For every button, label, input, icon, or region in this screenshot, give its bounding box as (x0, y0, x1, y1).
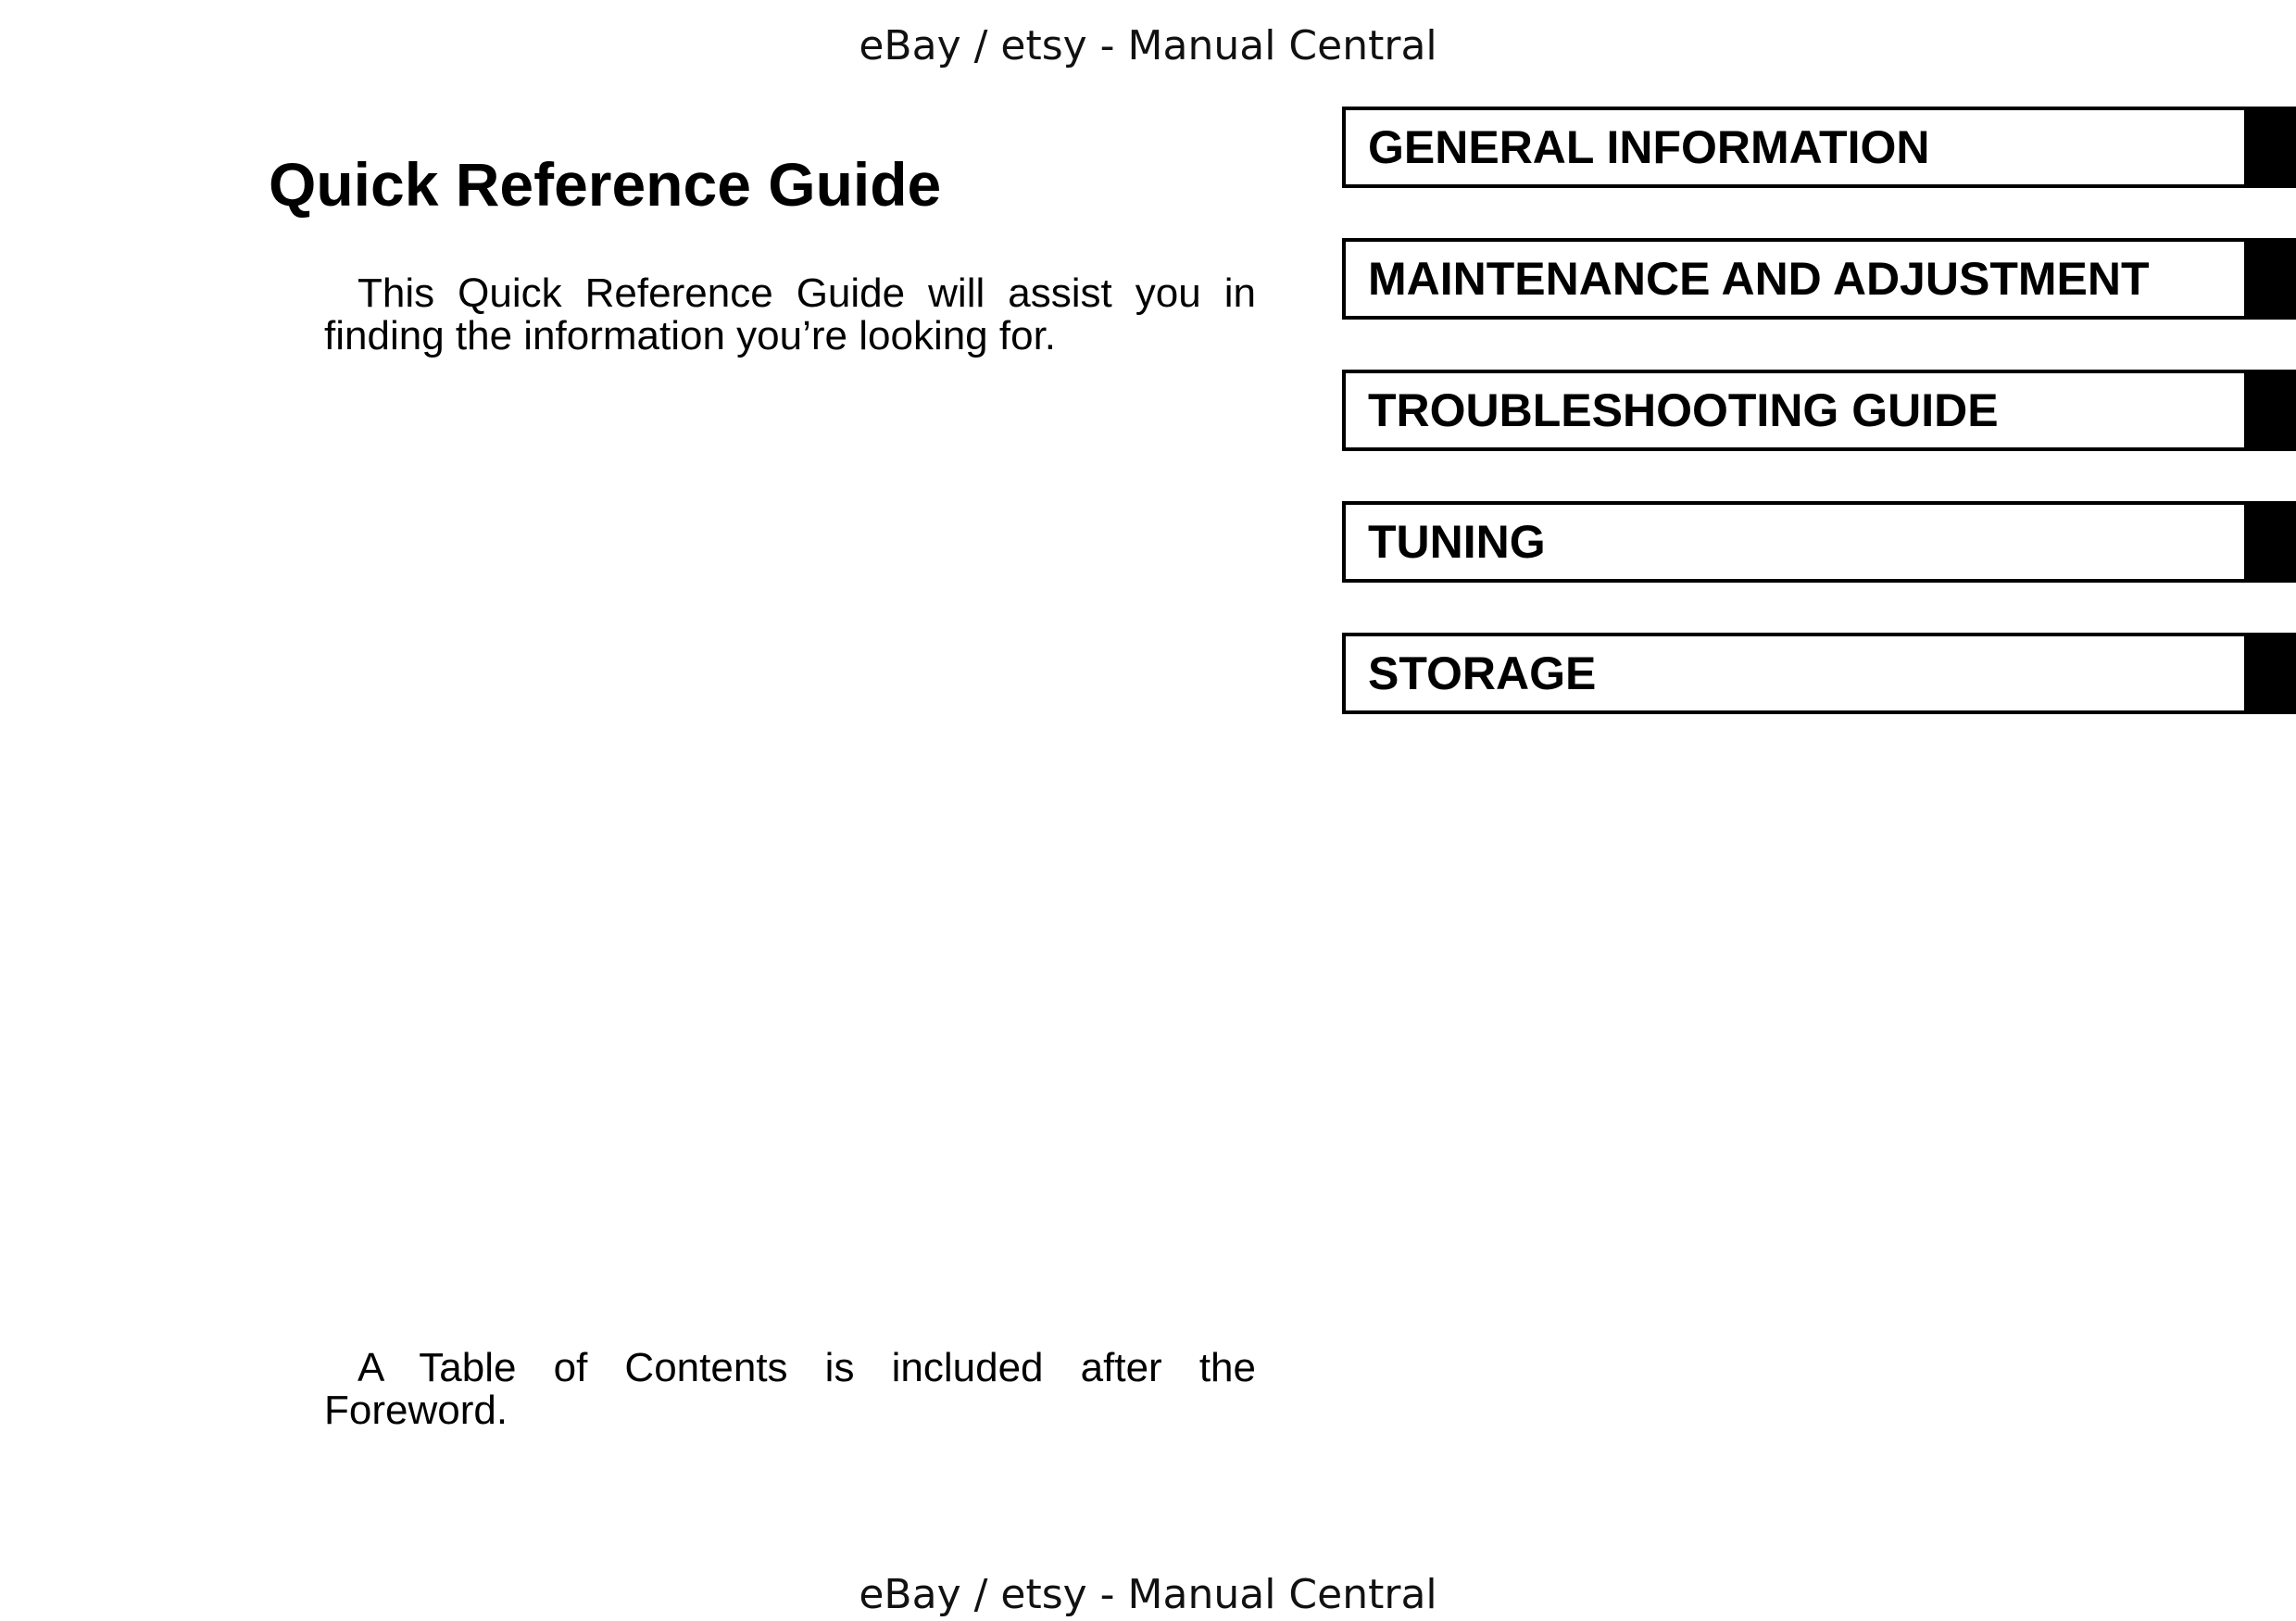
footer-watermark: eBay / etsy - Manual Central (859, 1571, 1437, 1618)
tab-label: MAINTENANCE AND ADJUSTMENT (1368, 253, 2150, 305)
header-watermark: eBay / etsy - Manual Central (859, 22, 1437, 69)
thumb-index-marker (2244, 501, 2296, 583)
tab-general-information[interactable] (1342, 107, 2296, 188)
page-title: Quick Reference Guide (269, 150, 942, 219)
tab-troubleshooting-guide[interactable] (1342, 370, 2296, 451)
thumb-index-marker (2244, 238, 2296, 320)
table-of-contents-note: A Table of Contents is included after the Foreword. (324, 1345, 1256, 1433)
tab-storage[interactable] (1342, 633, 2296, 714)
tab-label: GENERAL INFORMATION (1368, 121, 1930, 173)
tab-label: STORAGE (1368, 647, 1597, 699)
thumb-index-marker (2244, 107, 2296, 188)
thumb-index-marker (2244, 370, 2296, 451)
tab-maintenance-and-adjustment[interactable] (1342, 238, 2296, 320)
tab-label: TUNING (1368, 516, 1546, 568)
tab-label: TROUBLESHOOTING GUIDE (1368, 384, 1999, 436)
tab-tuning[interactable] (1342, 501, 2296, 583)
section-tab-index (1342, 107, 2296, 764)
thumb-index-marker (2244, 633, 2296, 714)
intro-paragraph: This Quick Reference Guide will assist you in finding the information you’re looking for. (324, 270, 1256, 358)
